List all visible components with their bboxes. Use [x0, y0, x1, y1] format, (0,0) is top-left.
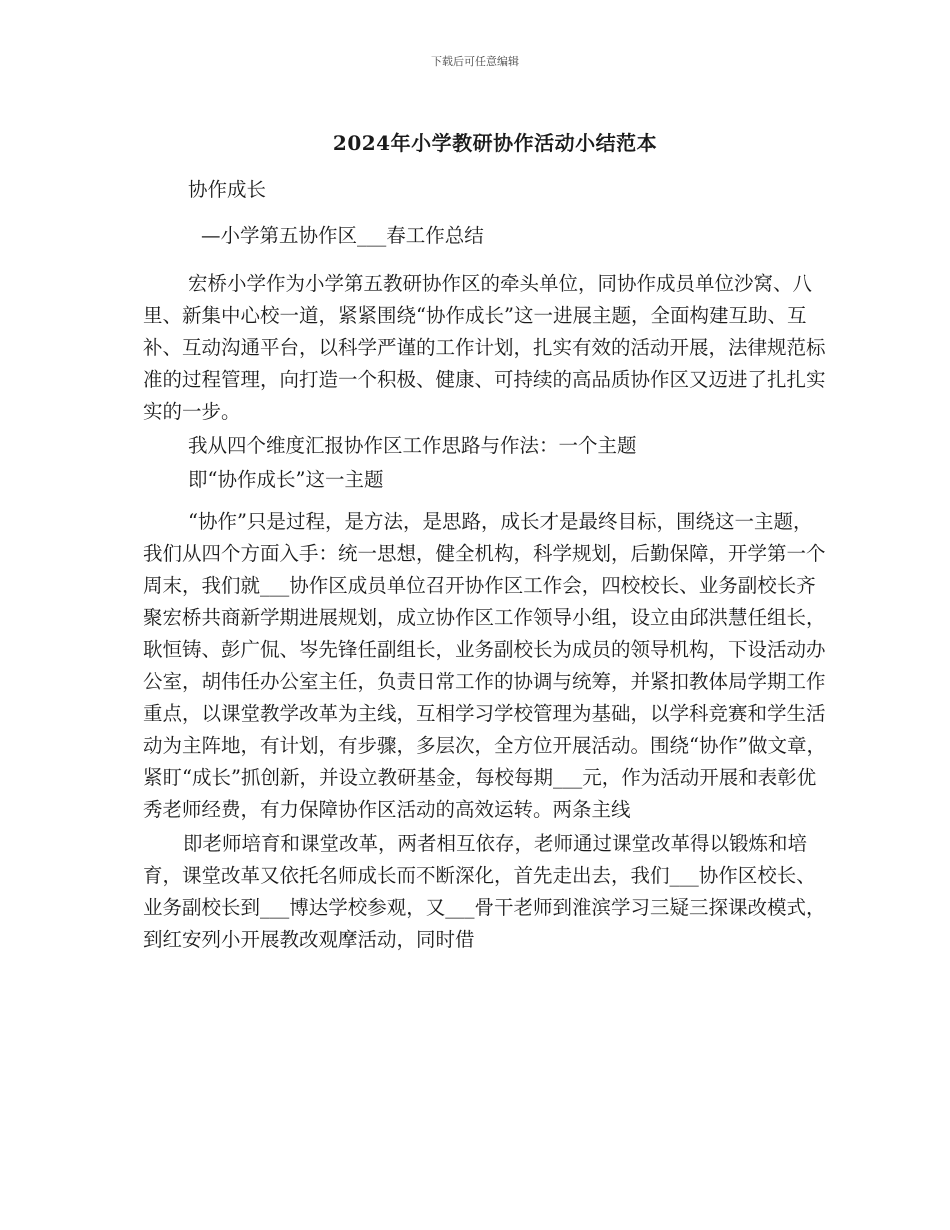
paragraph: 即“协作成长”这一主题: [188, 468, 384, 491]
paragraph: 即老师培育和课堂改革，两者相互依存，老师通过课堂改革得以锻炼和培育，课堂改革又依托名师成长而不断深化，首先走出去，我们___协作区校长、业务副校长到___博达学校参观，又___骨干老师到淮滨学习三疑三探课改模式，到红安列小开展教改观摩活动，同时借: [143, 832, 826, 951]
paragraph: 宏桥小学作为小学第五教研协作区的牵头单位，同协作成员单位沙窝、八里、新集中心校一道，紧紧围绕“协作成长”这一进展主题，全面构建互助、互补、互动沟通平台，以科学严谨的工作计划，扎实有效的活动开展，法律规范标准的过程管理，向打造一个积极、健康、可持续的高品质协作区又迈进了扎扎实实的一步。: [143, 272, 826, 423]
document-body: [143, 170, 828, 956]
page-header-note: 下载后可任意编辑: [431, 55, 519, 68]
subtitle-dash-line: —小学第五协作区___春工作总结: [201, 224, 484, 247]
document-title: 2024年小学教研协作活动小结范本: [332, 131, 658, 155]
subtitle-line: 协作成长: [188, 178, 267, 201]
paragraph: “协作”只是过程，是方法，是思路，成长才是最终目标，围绕这一主题，我们从四个方面入手：统一思想，健全机构，科学规划，后勤保障，开学第一个周末，我们就___协作区成员单位召开协作区工作会，四校校长、业务副校长齐聚宏桥共商新学期进展规划，成立协作区工作领导小组，设立由邱洪慧任组长，耿恒铸、彭广侃、岑先锋任副组长，业务副校长为成员的领导机构，下设活动办公室，胡伟任办公室主任，负责日常工作的协调与统筹，并紧扣教体局学期工作重点，以课堂教学改革为主线，互相学习学校管理为基础，以学科竞赛和学生活动为主阵地，有计划，有步骤，多层次，全方位开展活动。围绕“协作”做文章，紧盯“成长”抓创新，并设立教研基金，每校每期___元，作为活动开展和表彰优秀老师经费，有力保障协作区活动的高效运转。两条主线: [143, 510, 826, 821]
paragraph: 我从四个维度汇报协作区工作思路与作法：一个主题: [188, 434, 637, 457]
